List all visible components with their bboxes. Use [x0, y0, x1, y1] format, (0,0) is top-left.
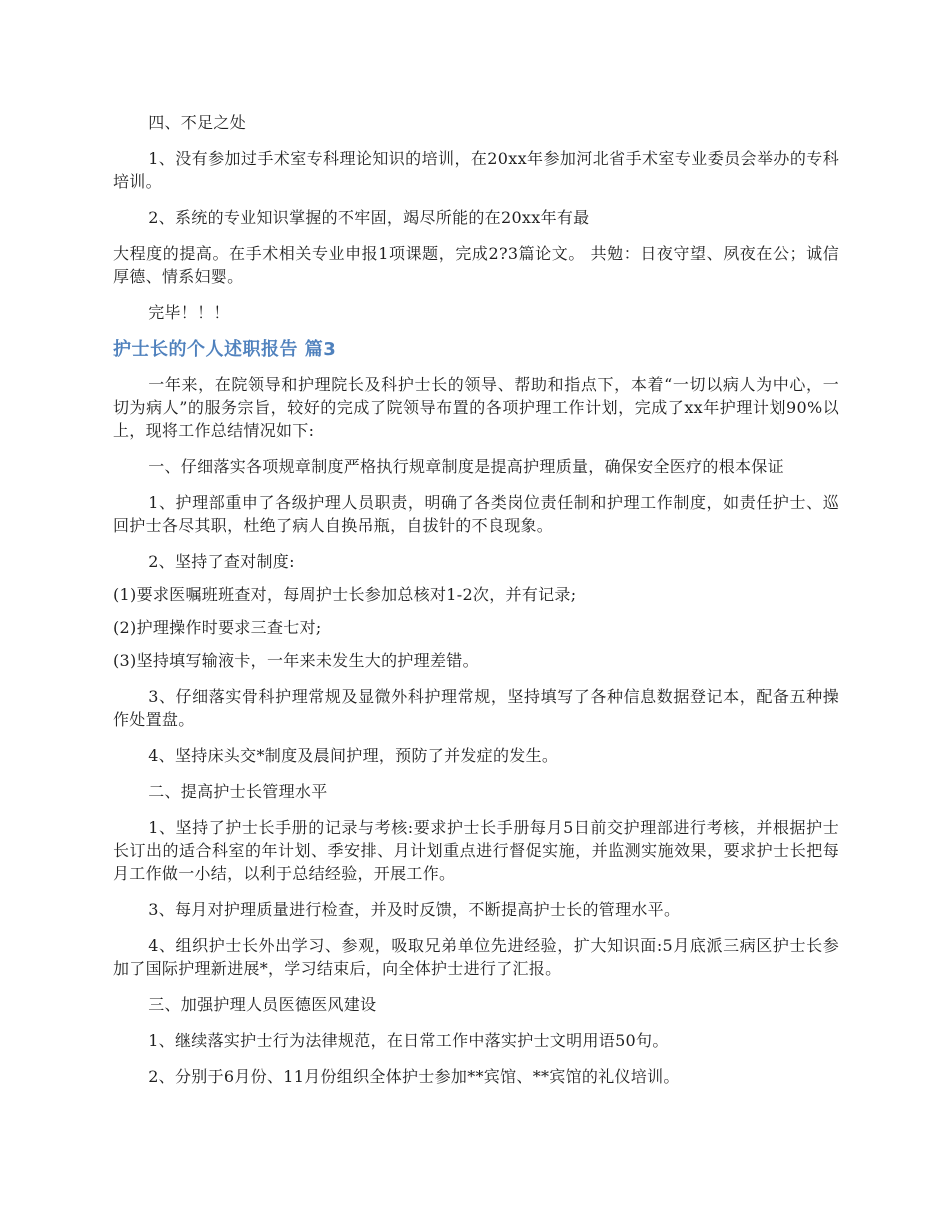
article-heading: 护士长的个人述职报告 篇3: [113, 339, 337, 360]
paragraph-intro: 一年来，在院领导和护理院长及科护士长的领导、帮助和指点下，本着“一切以病人为中心，一切为病人”的服务宗旨，较好的完成了院领导布置的各项护理工作计划，完成了xx年护理计划90%以上，现将工作总结情况如下:: [113, 375, 839, 440]
section-heading: 一、仔细落实各项规章制度严格执行规章制度是提高护理质量，确保安全医疗的根本保证: [148, 457, 784, 476]
section-heading: 二、提高护士长管理水平: [148, 782, 328, 801]
paragraph: 4、组织护士长外出学习、参观，吸取兄弟单位先进经验，扩大知识面:5月底派三病区护士长参加了国际护理新进展*，学习结束后，向全体护士进行了汇报。: [113, 936, 839, 978]
paragraph: 1、继续落实护士行为法律规范，在日常工作中落实护士文明用语50句。: [148, 1031, 669, 1050]
section-heading: 三、加强护理人员医德医风建设: [148, 995, 377, 1014]
list-item: (1)要求医嘱班班查对，每周护士长参加总核对1-2次，并有记录;: [113, 585, 577, 604]
paragraph: 2、分别于6月份、11月份组织全体护士参加**宾馆、**宾馆的礼仪培训。: [148, 1067, 680, 1086]
section-heading-shortcomings: 四、不足之处: [148, 113, 246, 132]
document-body: [113, 111, 839, 1101]
paragraph: 3、仔细落实骨科护理常规及显微外科护理常规，坚持填写了各种信息数据登记本，配备五种操作处置盘。: [113, 687, 839, 729]
list-item: (3)坚持填写输液卡，一年来未发生大的护理差错。: [113, 651, 479, 670]
paragraph: 1、护理部重申了各级护理人员职责，明确了各类岗位责任制和护理工作制度，如责任护士、巡回护士各尽其职，杜绝了病人自换吊瓶，自拔针的不良现象。: [113, 493, 839, 535]
list-item: (2)护理操作时要求三查七对;: [113, 618, 322, 637]
paragraph: 2、坚持了查对制度:: [148, 552, 295, 571]
paragraph: 2、系统的专业知识掌握的不牢固，竭尽所能的在20xx年有最: [148, 208, 590, 227]
paragraph: 4、坚持床头交*制度及晨间护理，预防了并发症的发生。: [148, 746, 559, 765]
paragraph: 3、每月对护理质量进行检查，并及时反馈，不断提高护士长的管理水平。: [148, 900, 681, 919]
paragraph: 1、没有参加过手术室专科理论知识的培训，在20xx年参加河北省手术室专业委员会举办的专科培训。: [113, 149, 839, 191]
paragraph-end: 完毕！！！: [148, 303, 230, 322]
paragraph: 大程度的提高。在手术相关专业申报1项课题，完成2?3篇论文。 共勉：日夜守望、夙夜在公；诚信厚德、情系妇婴。: [113, 244, 839, 286]
paragraph: 1、坚持了护士长手册的记录与考核:要求护士长手册每月5日前交护理部进行考核，并根据护士长订出的适合科室的年计划、季安排、月计划重点进行督促实施，并监测实施效果，要求护士长把每月工作做一小结，以利于总结经验，开展工作。: [113, 818, 839, 883]
